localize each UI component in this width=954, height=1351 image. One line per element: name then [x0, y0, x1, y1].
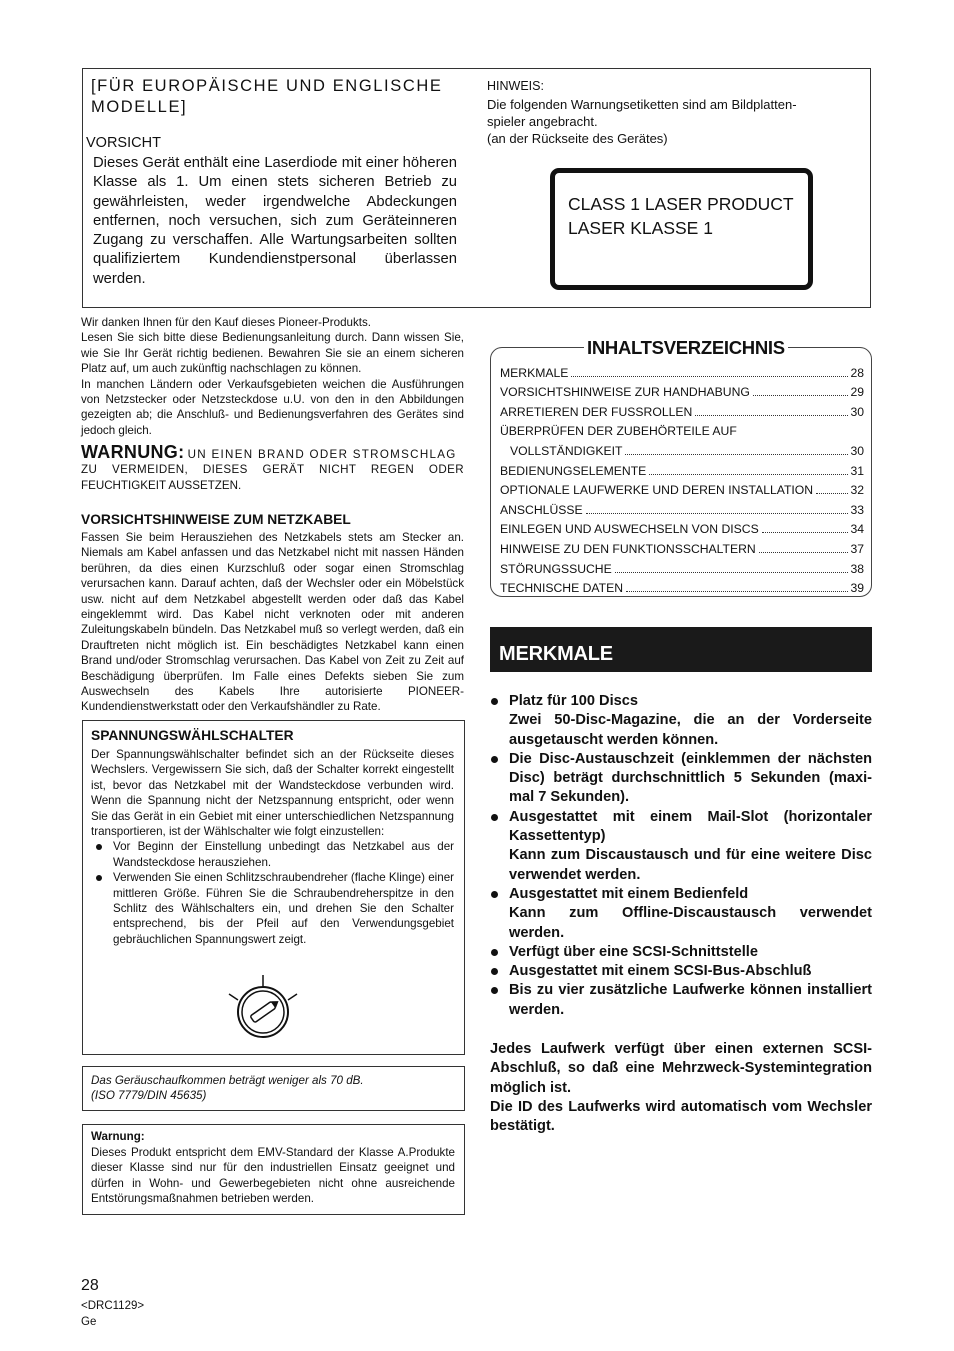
model-code: <DRC1129>	[81, 1300, 145, 1312]
toc-entry	[500, 458, 864, 478]
language-code: Ge	[81, 1316, 97, 1328]
toc-entry	[500, 438, 864, 458]
european-models-heading: [FÜR EUROPÄISCHE UND ENGLISCHE MODELLE]	[91, 77, 443, 116]
vorsicht-label: VORSICHT	[86, 135, 161, 151]
toc-entry	[500, 419, 864, 439]
document-code	[81, 1298, 144, 1330]
warning-heading: WARNUNG:	[81, 442, 185, 462]
warning-text: UN EINEN BRAND ODER STROMSCHLAG	[187, 448, 457, 461]
toc-entry-page: 31	[850, 463, 864, 478]
hinweis-line: spieler angebracht.	[487, 114, 598, 129]
hinweis-label: HINWEIS:	[487, 79, 544, 93]
netzkabel-heading: VORSICHTSHINWEISE ZUM NETZKABEL	[81, 512, 351, 527]
toc-entry	[500, 478, 864, 498]
toc-entry-label: EINLEGEN UND AUSWECHSELN VON DISCS	[500, 522, 759, 537]
netzkabel-text: Fassen Sie beim Herausziehen des Netzkabels stets am Stecker an. Niemals am Kabel anfassen und das Netzkabel nicht mit nassen Händen berühren, da dies einen Kurzschluß oder sogar einen Stromschlag verursachen kann. Darauf achten, daß der Wechsler oder ein Möbelstück usw. nicht auf dem Netzkabel abgestellt werden oder daß das Kabel eingeklemmt wird. Das Kabel nicht verknoten oder mit anderen Zuleitungskabeln bündeln. Das Netzkabel muß so verlegt werden, daß ein Drauftreten nicht möglich ist. Ein beschädigtes Netzkabel kann einen Brand und/oder Stromschlag verursachen. Das Kabel von Zeit zu Zeit auf Beschädigung überprüfen. Im Falle eines Defekts sieben Sie zum Auswechseln des Kabels Ihre autorisierte PIONEER-Kundendienstwerkstatt oder den Verkaufshändler zu Rate.	[81, 531, 464, 714]
toc-list	[500, 360, 864, 595]
toc-entry-page: 29	[850, 385, 864, 400]
toc-entry-label: STÖRUNGSSUCHE	[500, 561, 612, 576]
toc-title: INHALTSVERZEICHNIS	[584, 337, 788, 359]
feature-item	[490, 885, 872, 943]
toc-entry-page: 30	[850, 404, 864, 419]
voltage-bullet: Vor Beginn der Einstellung unbedingt das Netzkabel aus der Wandsteckdose herausziehen.	[91, 839, 454, 870]
toc-entry-label: VORSICHTSHINWEISE ZUR HANDHABUNG	[500, 385, 750, 400]
vorsicht-text: Dieses Gerät enthält eine Laserdiode mit einer höheren Klasse als 1. Um einen stets sicheren Betrieb zu gewährleisten, weder irgendwelche Abdeckungen entfernen, noch versuchen, sich zum Geräteinneren Zugang zu verschaffen. Alle Wartungsarbeiten sollten qualifiziertem Kundendienstpersonal überlassen werden.	[93, 155, 457, 287]
toc-entry-label: MERKMALE	[500, 365, 569, 380]
feature-item: Bis zu vier zusätzliche Laufwerke können installiert werden.	[490, 981, 872, 1020]
toc-entry-page: 39	[850, 581, 864, 596]
toc-entry-page: 30	[850, 443, 864, 458]
intro-text	[81, 315, 464, 438]
toc-entry	[500, 497, 864, 517]
hinweis-text	[487, 96, 862, 147]
voltage-bullet: Verwenden Sie einen Schlitzschraubendreher (flache Klinge) einer mittleren Größe. Führen Sie die Schraubendreherspitze in den Schlitz des Wählschalters ein, und drehen Sie den Schalter entsprechend, bis der Pfeil auf den Verwendungsgebiet gebräuchlichen Spannungswert zeigt.	[91, 870, 454, 947]
toc-entry-page: 33	[850, 502, 864, 517]
toc-entry-page: 32	[850, 483, 864, 498]
voltage-switch-illustration	[226, 972, 300, 1046]
toc-entry-page: 34	[850, 522, 864, 537]
laser-line-1: CLASS 1 LASER PRODUCT	[568, 194, 794, 214]
toc-entry-label: ÜBERPRÜFEN DER ZUBEHÖRTEILE AUF	[500, 424, 737, 439]
laser-class-text	[568, 192, 794, 240]
closing-paragraph: Jedes Laufwerk verfügt über einen externen SCSI-Abschluß, so daß eine Mehrzweck-Systemintegration möglich ist.	[490, 1041, 872, 1096]
closing-paragraph: Die ID des Laufwerks wird automatisch vom Wechsler bestätigt.	[490, 1098, 872, 1135]
feature-title: Ausgestattet mit einem Mail-Slot (horizontaler Kassettentyp)	[509, 808, 872, 845]
toc-entry-label: OPTIONALE LAUFWERKE UND DEREN INSTALLATION	[500, 483, 814, 498]
features-list	[490, 692, 872, 1020]
emv-warning-heading: Warnung:	[91, 1130, 145, 1143]
feature-item	[490, 692, 872, 750]
intro-paragraph: In manchen Ländern oder Verkaufsgebieten weichen die Ausführungen von Netzstecker oder Netzsteckdose u.U. von den in den Abbildungen gezeigten ab; die Anschluß- und Bedienungsverfahren des Gerätes sind jedoch gleich.	[81, 377, 464, 437]
voltage-selector-paragraph: Der Spannungswählschalter befindet sich an der Rückseite dieses Wechslers. Vergewissern Sie sich, daß der Schalter korrekt eingestellt ist, bevor das Netzkabel mit der Wandsteckdose verbunden wird. Wenn die Spannung nicht der Netzspannung entspricht, oder wenn Sie das Gerät in ein Gebiet mit einer unterschiedlichen Netzspannung transportieren, ist der Wählschalter wie folgt einzustellen:	[91, 748, 454, 839]
toc-entry	[500, 576, 864, 596]
voltage-selector-heading: SPANNUNGSWÄHLSCHALTER	[91, 728, 294, 743]
feature-item: Ausgestattet mit einem SCSI-Bus-Abschluß	[490, 962, 872, 981]
laser-line-2: LASER KLASSE 1	[568, 218, 713, 238]
toc-entry-label: HINWEISE ZU DEN FUNKTIONSSCHALTERN	[500, 541, 756, 556]
noise-line: (ISO 7779/DIN 45635)	[91, 1089, 207, 1102]
hinweis-line: (an der Rückseite des Gerätes)	[487, 131, 668, 146]
feature-item: Die Disc-Austauschzeit (einklemmen der nächsten Disc) beträgt durchschnittlich 5 Sekunden (maxi-mal 7 Sekunden).	[490, 750, 872, 808]
intro-paragraph: Wir danken Ihnen für den Kauf dieses Pioneer-Produkts.	[81, 316, 372, 329]
warning-text: FEUCHTIGKEIT AUSSETZEN.	[81, 478, 242, 492]
toc-entry	[500, 360, 864, 380]
features-closing	[490, 1040, 872, 1136]
toc-entry-label: ARRETIEREN DER FUSSROLLEN	[500, 404, 693, 419]
toc-entry	[500, 517, 864, 537]
toc-entry	[500, 399, 864, 419]
hinweis-line: Die folgenden Warnungsetiketten sind am Bildplatten-	[487, 97, 797, 112]
feature-item	[490, 808, 872, 885]
toc-entry	[500, 556, 864, 576]
toc-entry	[500, 536, 864, 556]
feature-detail: Kann zum Offline-Discaustausch verwendet werden.	[509, 905, 872, 941]
page-number: 28	[81, 1277, 99, 1294]
warning-block	[81, 442, 464, 493]
feature-detail: Zwei 50-Disc-Magazine, die an der Vorderseite ausgetauscht werden können.	[509, 712, 872, 748]
toc-entry-page: 37	[850, 541, 864, 556]
feature-title: Ausgestattet mit einem Bedienfeld	[509, 885, 749, 902]
intro-paragraph: Lesen Sie sich bitte diese Bedienungsanleitung durch. Dann wissen Sie, wie Sie Ihr Gerät richtig bedienen. Bewahren Sie sie an einem sicheren Platz auf, um auch zukünftig nachschlagen zu können.	[81, 331, 464, 376]
merkmale-title: MERKMALE	[499, 643, 613, 665]
toc-entry-label: ANSCHLÜSSE	[500, 502, 583, 517]
toc-entry-label: TECHNISCHE DATEN	[500, 581, 624, 596]
toc-entry-page: 28	[850, 365, 864, 380]
toc-entry	[500, 380, 864, 400]
feature-title: Platz für 100 Discs	[509, 693, 638, 709]
voltage-selector-text	[91, 747, 454, 947]
feature-item: Verfügt über eine SCSI-Schnittstelle	[490, 943, 872, 962]
warning-text: ZU VERMEIDEN, DIESES GERÄT NICHT REGEN ODER	[81, 463, 464, 477]
feature-detail: Kann zum Discaustausch und für eine weitere Disc verwendet werden.	[509, 847, 872, 883]
noise-line: Das Geräuschaufkommen beträgt weniger als 70 dB.	[91, 1074, 364, 1087]
emv-warning-text: Dieses Produkt entspricht dem EMV-Standard der Klasse A.Produkte dieser Klasse sind nur für den industriellen Einsatz geeignet und dürfen in Wohn- und Gewerbegebieten nicht ohne ausreichende Entstörungsmaßnahmen betrieben werden.	[91, 1146, 455, 1206]
noise-note	[91, 1073, 451, 1103]
toc-entry-label: BEDIENUNGSELEMENTE	[500, 463, 647, 478]
toc-entry-page: 38	[850, 561, 864, 576]
toc-entry-label: VOLLSTÄNDIGKEIT	[510, 443, 623, 458]
